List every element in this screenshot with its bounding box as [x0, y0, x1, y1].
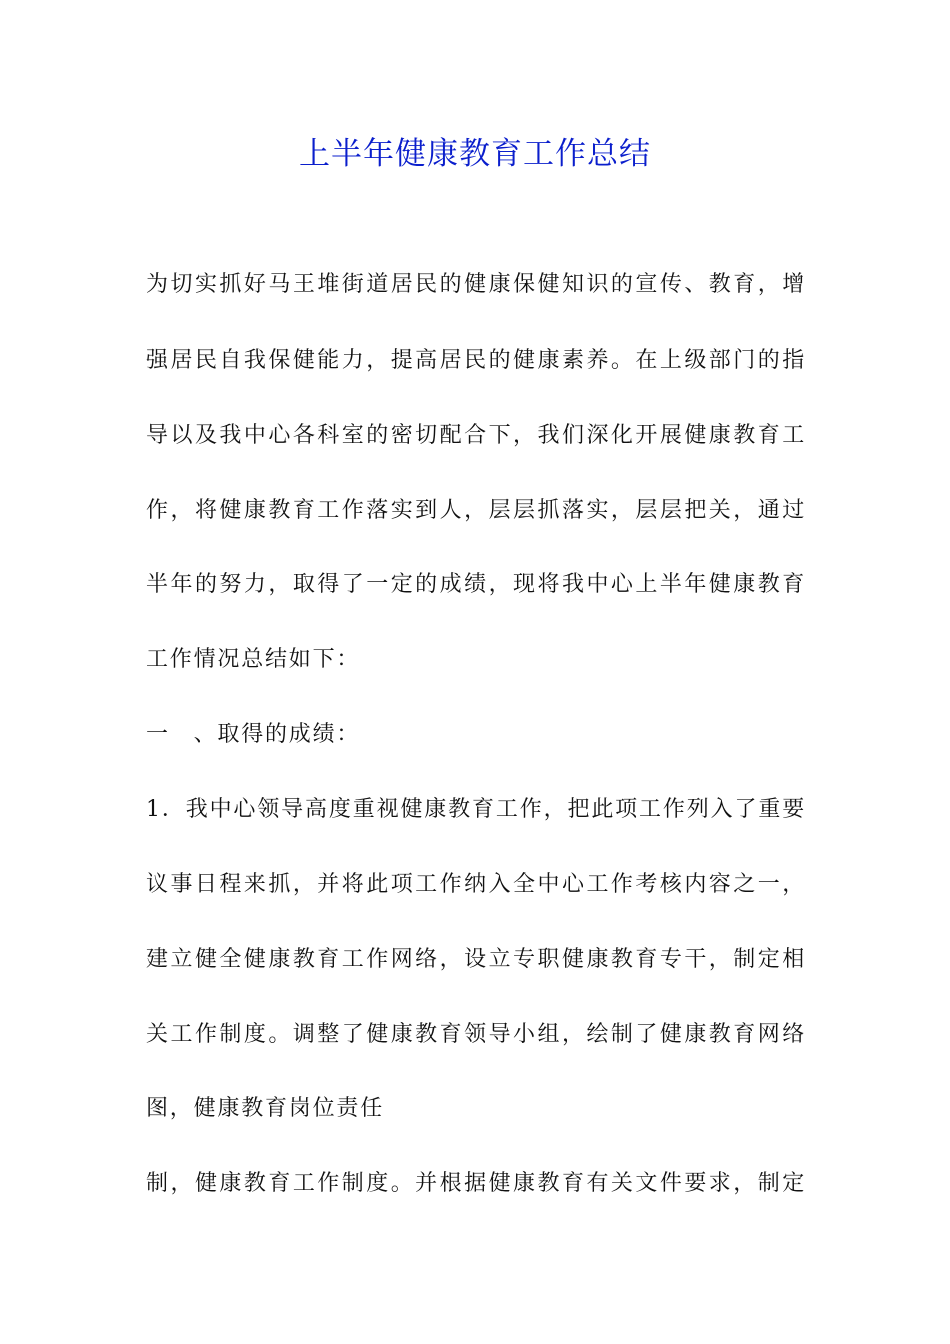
body-line: 为切实抓好马王堆街道居民的健康保健知识的宣传、教育，增 — [146, 272, 806, 297]
body-line: 工作情况总结如下： — [146, 647, 361, 672]
section-heading: 一 、取得的成绩： — [146, 722, 361, 747]
body-line: 建立健全健康教育工作网络，设立专职健康教育专干，制定相 — [146, 947, 806, 972]
body-line: 制，健康教育工作制度。并根据健康教育有关文件要求，制定 — [146, 1171, 806, 1196]
document-title: 上半年健康教育工作总结 — [299, 136, 651, 172]
body-line: 议事日程来抓，并将此项工作纳入全中心工作考核内容之一， — [146, 872, 806, 897]
body-line: 关工作制度。调整了健康教育领导小组，绘制了健康教育网络 — [146, 1022, 806, 1047]
body-line: 作，将健康教育工作落实到人，层层抓落实，层层把关，通过 — [146, 498, 806, 523]
body-line: 强居民自我保健能力，提高居民的健康素养。在上级部门的指 — [146, 348, 806, 373]
body-line: 图，健康教育岗位责任 — [146, 1096, 385, 1121]
body-line: 导以及我中心各科室的密切配合下，我们深化开展健康教育工 — [146, 423, 806, 448]
body-line: 半年的努力，取得了一定的成绩，现将我中心上半年健康教育 — [146, 572, 806, 597]
body-line: 1．我中心领导高度重视健康教育工作，把此项工作列入了重要 — [146, 797, 806, 822]
